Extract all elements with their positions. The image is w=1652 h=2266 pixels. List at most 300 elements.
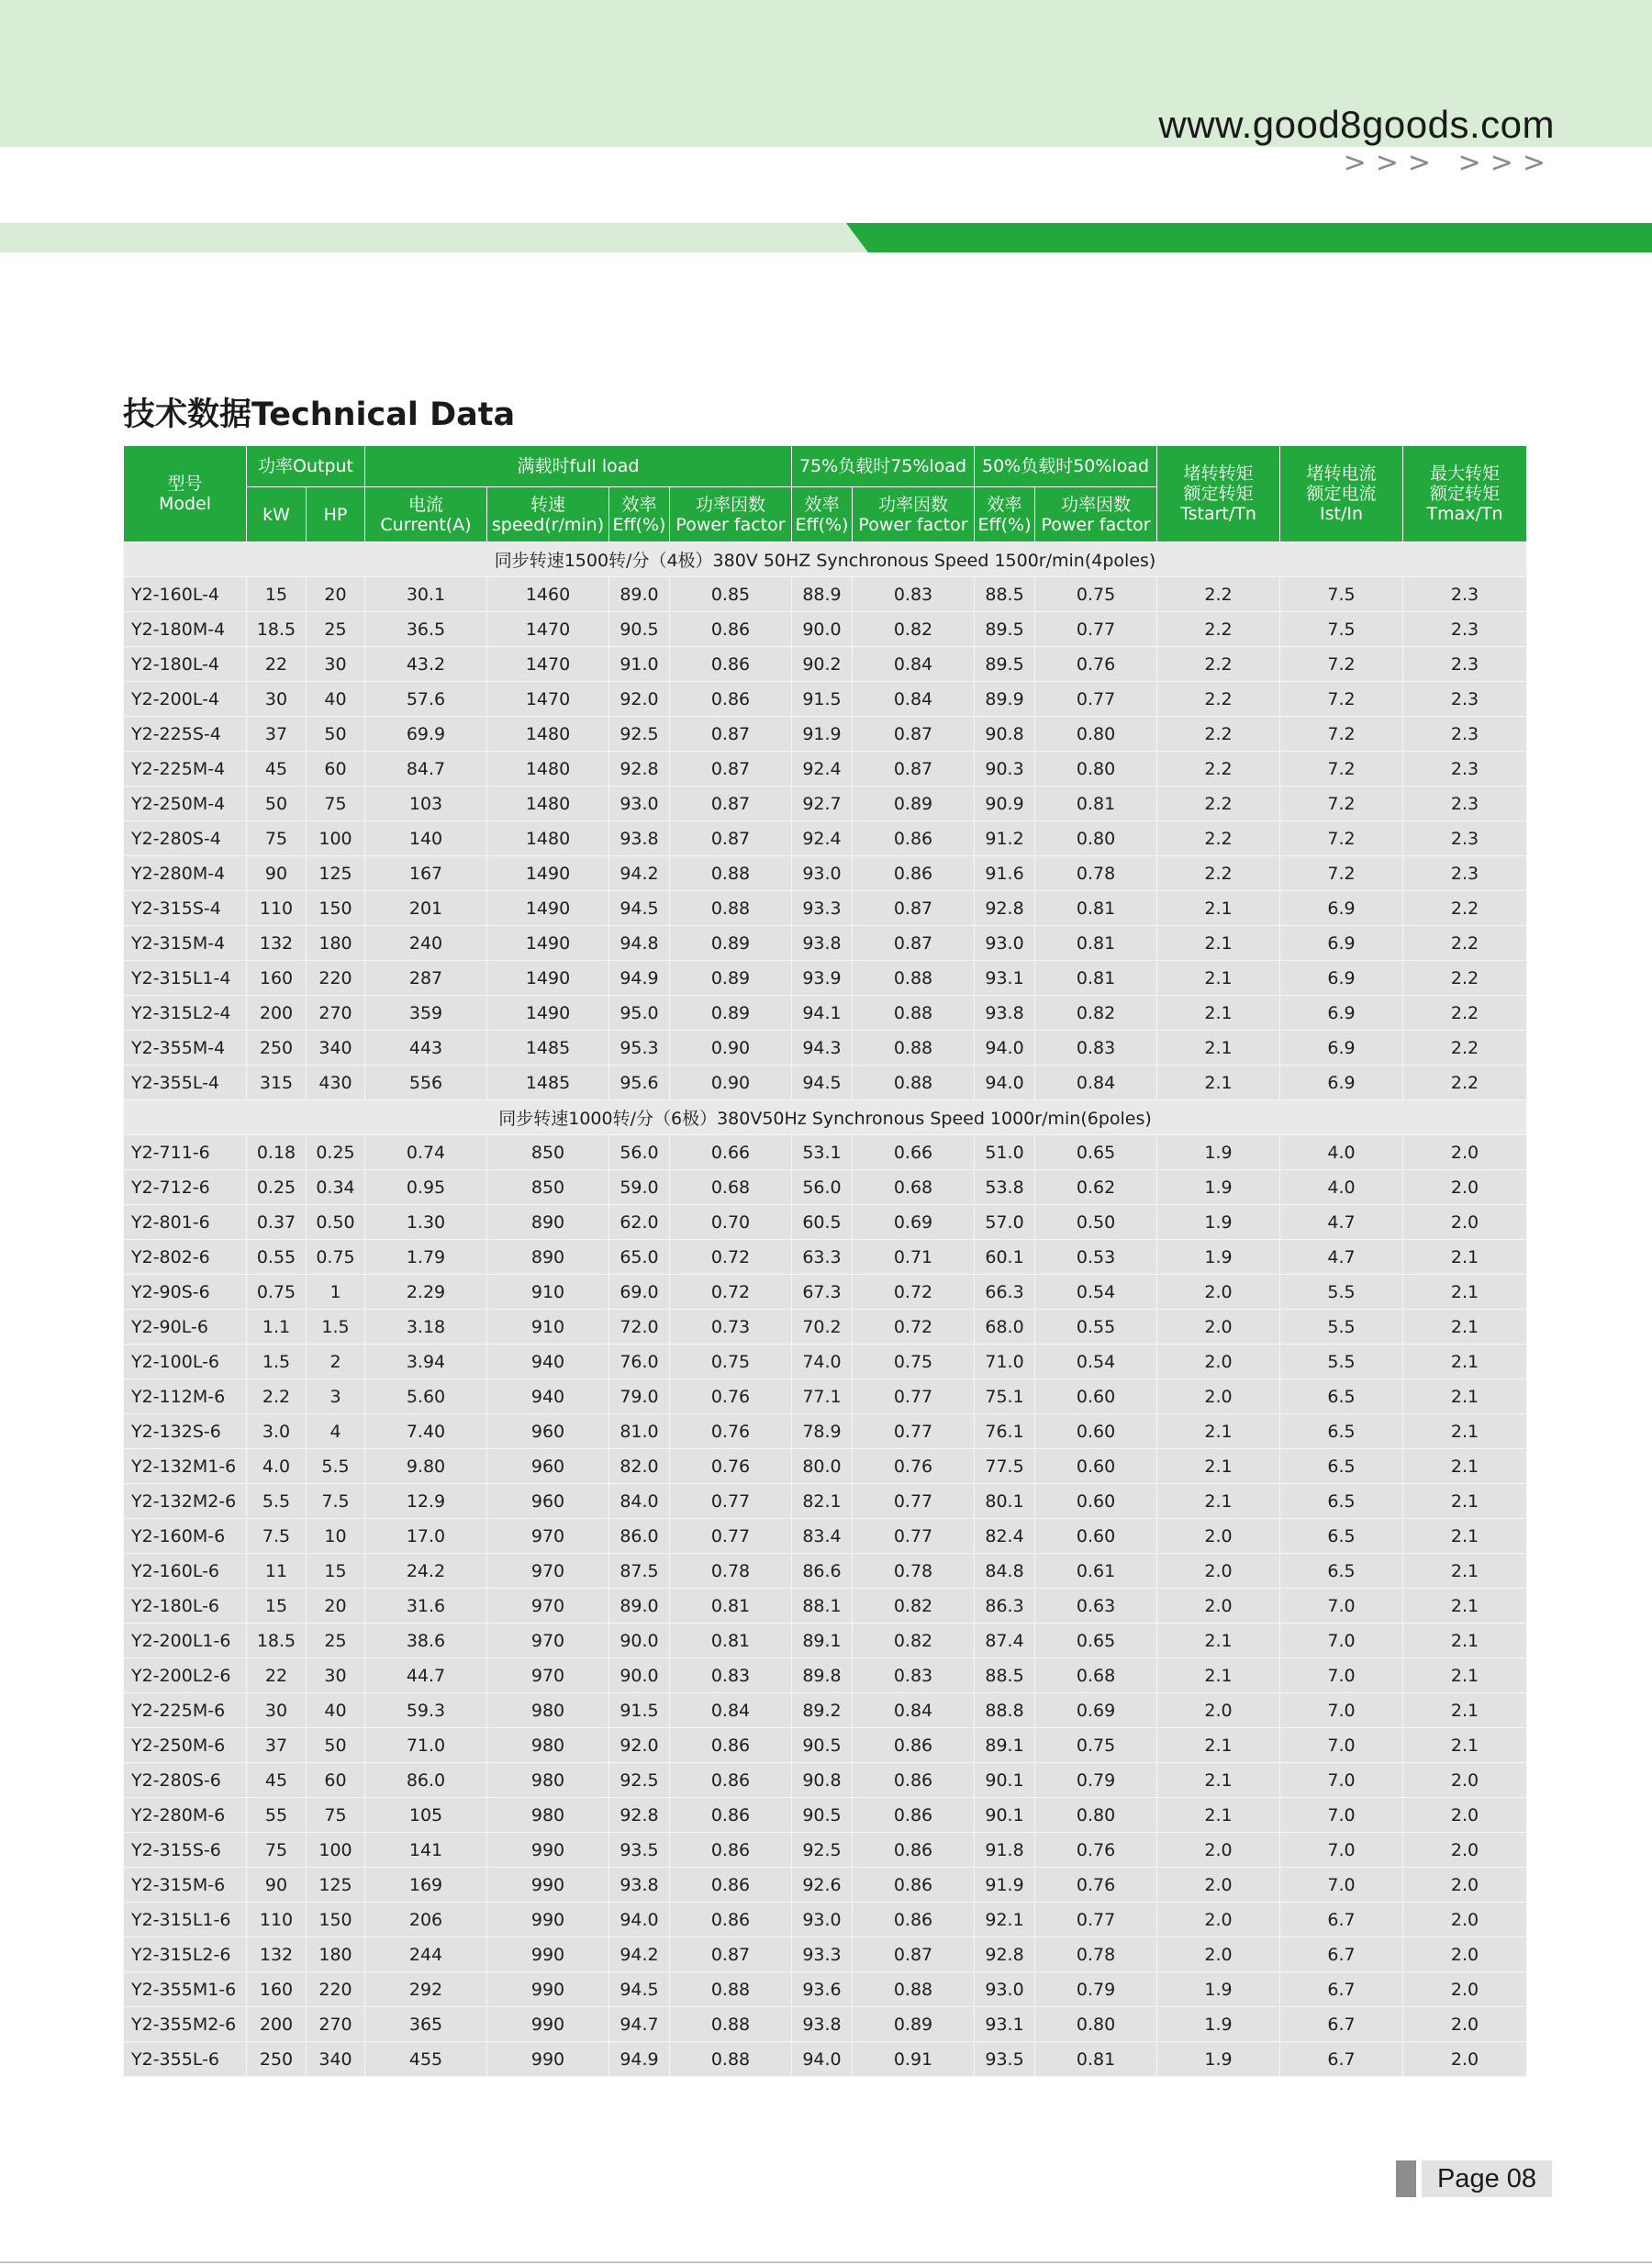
model-cell: Y2-315M-4	[124, 926, 247, 961]
table-cell: 25	[307, 612, 365, 647]
table-cell: 65.0	[609, 1240, 670, 1275]
table-cell: 2.0	[1157, 1379, 1280, 1414]
table-cell: 0.60	[1035, 1484, 1157, 1519]
table-cell: 6.9	[1280, 926, 1403, 961]
table-cell: 0.25	[307, 1135, 365, 1170]
table-cell: 0.82	[853, 1589, 975, 1624]
table-cell: 2.3	[1403, 717, 1527, 752]
table-cell: 92.4	[792, 752, 853, 787]
table-cell: 0.72	[853, 1275, 975, 1310]
table-cell: 89.0	[609, 577, 670, 612]
table-cell: 88.5	[975, 1658, 1035, 1693]
table-cell: 0.87	[670, 787, 792, 821]
header-tmax: 最大转矩 额定转矩 Tmax/Tn	[1403, 446, 1527, 542]
table-cell: 0.81	[670, 1589, 792, 1624]
table-cell: 2.1	[1157, 1763, 1280, 1798]
table-cell: 970	[487, 1624, 609, 1658]
table-cell: 910	[487, 1275, 609, 1310]
table-cell: 90.0	[609, 1658, 670, 1693]
table-cell: 89.1	[975, 1728, 1035, 1763]
table-cell: 77.1	[792, 1379, 853, 1414]
table-cell: 2.1	[1403, 1345, 1527, 1379]
table-cell: 0.72	[853, 1310, 975, 1345]
table-cell: 970	[487, 1589, 609, 1624]
header-speed: 转速 speed(r/min)	[487, 487, 609, 542]
table-cell: 30	[307, 647, 365, 682]
table-cell: 6.9	[1280, 891, 1403, 926]
table-cell: 0.76	[1035, 1868, 1157, 1903]
table-cell: 91.6	[975, 856, 1035, 891]
table-row	[124, 856, 1527, 891]
table-cell: 93.1	[975, 961, 1035, 996]
table-cell: 92.8	[975, 1937, 1035, 1972]
table-cell: 2.2	[1157, 647, 1280, 682]
table-cell: 1485	[487, 1066, 609, 1100]
table-cell: 0.75	[853, 1345, 975, 1379]
table-cell: 1480	[487, 752, 609, 787]
model-cell: Y2-711-6	[124, 1135, 247, 1170]
table-cell: 1490	[487, 856, 609, 891]
table-cell: 75	[307, 1798, 365, 1833]
table-cell: 140	[365, 821, 487, 856]
model-cell: Y2-315L1-4	[124, 961, 247, 996]
table-cell: 292	[365, 1972, 487, 2007]
table-row	[124, 682, 1527, 717]
table-cell: 2.1	[1157, 1798, 1280, 1833]
table-cell: 6.9	[1280, 1066, 1403, 1100]
table-row	[124, 1205, 1527, 1240]
table-cell: 2.1	[1403, 1519, 1527, 1554]
table-cell: 1.9	[1157, 1240, 1280, 1275]
table-cell: 93.3	[792, 891, 853, 926]
table-cell: 5.5	[1280, 1310, 1403, 1345]
table-row	[124, 1484, 1527, 1519]
table-cell: 2.1	[1403, 1589, 1527, 1624]
table-cell: 90	[247, 1868, 307, 1903]
table-row	[124, 1345, 1527, 1379]
table-row	[124, 2042, 1527, 2077]
table-cell: 2.3	[1403, 647, 1527, 682]
table-row	[124, 717, 1527, 752]
table-cell: 556	[365, 1066, 487, 1100]
table-cell: 59.3	[365, 1693, 487, 1728]
table-row	[124, 647, 1527, 682]
table-cell: 95.3	[609, 1031, 670, 1066]
table-cell: 92.5	[609, 717, 670, 752]
table-cell: 93.8	[792, 926, 853, 961]
table-cell: 2.0	[1157, 1903, 1280, 1937]
table-cell: 0.53	[1035, 1240, 1157, 1275]
table-cell: 4.7	[1280, 1240, 1403, 1275]
table-cell: 0.88	[853, 1972, 975, 2007]
table-cell: 2.1	[1403, 1449, 1527, 1484]
table-cell: 60	[307, 1763, 365, 1798]
table-cell: 6.7	[1280, 2007, 1403, 2042]
table-cell: 2.0	[1157, 1519, 1280, 1554]
header-full-load: 满载时full load	[365, 446, 792, 487]
table-cell: 2.1	[1157, 961, 1280, 996]
table-cell: 2.0	[1157, 1693, 1280, 1728]
table-cell: 68.0	[975, 1310, 1035, 1345]
model-cell: Y2-315L2-4	[124, 996, 247, 1031]
header-pf-75: 功率因数 Power factor	[853, 487, 975, 542]
table-cell: 0.79	[1035, 1972, 1157, 2007]
table-cell: 7.5	[1280, 577, 1403, 612]
table-cell: 1490	[487, 891, 609, 926]
table-row	[124, 612, 1527, 647]
table-cell: 0.91	[853, 2042, 975, 2077]
table-cell: 0.80	[1035, 821, 1157, 856]
table-cell: 6.7	[1280, 1937, 1403, 1972]
table-row	[124, 752, 1527, 787]
page-marker	[1396, 2160, 1416, 2197]
table-cell: 9.80	[365, 1449, 487, 1484]
table-cell: 1490	[487, 996, 609, 1031]
table-cell: 910	[487, 1310, 609, 1345]
table-row	[124, 1833, 1527, 1868]
table-cell: 220	[307, 1972, 365, 2007]
table-cell: 2.0	[1403, 1903, 1527, 1937]
model-cell: Y2-315S-6	[124, 1833, 247, 1868]
table-cell: 0.89	[670, 926, 792, 961]
table-cell: 1	[307, 1275, 365, 1310]
table-cell: 84.0	[609, 1484, 670, 1519]
table-cell: 0.72	[670, 1240, 792, 1275]
table-cell: 0.77	[853, 1414, 975, 1449]
table-cell: 0.77	[670, 1519, 792, 1554]
table-cell: 90.8	[792, 1763, 853, 1798]
table-cell: 0.80	[1035, 1798, 1157, 1833]
table-cell: 92.0	[609, 1728, 670, 1763]
table-cell: 0.87	[670, 717, 792, 752]
table-cell: 0.63	[1035, 1589, 1157, 1624]
table-cell: 0.90	[670, 1031, 792, 1066]
table-cell: 92.5	[609, 1763, 670, 1798]
table-cell: 2.0	[1403, 2007, 1527, 2042]
table-cell: 0.76	[1035, 1833, 1157, 1868]
table-cell: 7.5	[307, 1484, 365, 1519]
table-cell: 56.0	[609, 1135, 670, 1170]
model-cell: Y2-200L1-6	[124, 1624, 247, 1658]
table-cell: 2.1	[1403, 1379, 1527, 1414]
header-model: 型号 Model	[124, 446, 247, 542]
table-cell: 30	[247, 1693, 307, 1728]
table-cell: 2.1	[1403, 1624, 1527, 1658]
table-cell: 100	[307, 821, 365, 856]
table-cell: 44.7	[365, 1658, 487, 1693]
table-cell: 50	[307, 717, 365, 752]
table-cell: 0.77	[853, 1484, 975, 1519]
page-indicator	[1396, 2160, 1552, 2197]
table-cell: 3.18	[365, 1310, 487, 1345]
table-cell: 990	[487, 2042, 609, 2077]
table-cell: 0.83	[853, 1658, 975, 1693]
table-cell: 2.0	[1157, 1868, 1280, 1903]
model-cell: Y2-315L2-6	[124, 1937, 247, 1972]
table-cell: 7.2	[1280, 821, 1403, 856]
table-cell: 93.8	[609, 1868, 670, 1903]
table-cell: 6.5	[1280, 1484, 1403, 1519]
table-cell: 0.60	[1035, 1379, 1157, 1414]
model-cell: Y2-802-6	[124, 1240, 247, 1275]
table-cell: 0.66	[670, 1135, 792, 1170]
table-cell: 7.0	[1280, 1833, 1403, 1868]
table-cell: 86.3	[975, 1589, 1035, 1624]
model-cell: Y2-280M-6	[124, 1798, 247, 1833]
model-cell: Y2-160L-6	[124, 1554, 247, 1589]
table-cell: 31.6	[365, 1589, 487, 1624]
table-cell: 0.78	[1035, 1937, 1157, 1972]
table-row	[124, 1135, 1527, 1170]
table-cell: 0.77	[1035, 1903, 1157, 1937]
table-cell: 7.0	[1280, 1868, 1403, 1903]
table-cell: 0.78	[853, 1554, 975, 1589]
model-cell: Y2-132M1-6	[124, 1449, 247, 1484]
table-cell: 0.75	[247, 1275, 307, 1310]
table-cell: 2.1	[1403, 1693, 1527, 1728]
model-cell: Y2-801-6	[124, 1205, 247, 1240]
table-cell: 0.81	[670, 1624, 792, 1658]
table-cell: 340	[307, 2042, 365, 2077]
table-cell: 0.68	[853, 1170, 975, 1205]
table-cell: 72.0	[609, 1310, 670, 1345]
model-cell: Y2-100L-6	[124, 1345, 247, 1379]
table-cell: 92.0	[609, 682, 670, 717]
table-cell: 75.1	[975, 1379, 1035, 1414]
model-cell: Y2-250M-4	[124, 787, 247, 821]
table-row	[124, 1972, 1527, 2007]
table-cell: 0.87	[853, 891, 975, 926]
table-cell: 0.77	[1035, 682, 1157, 717]
table-cell: 57.0	[975, 1205, 1035, 1240]
table-cell: 0.87	[853, 1937, 975, 1972]
table-cell: 220	[307, 961, 365, 996]
table-cell: 93.8	[975, 996, 1035, 1031]
table-cell: 1.9	[1157, 2007, 1280, 2042]
table-cell: 2.2	[1403, 961, 1527, 996]
table-cell: 0.55	[1035, 1310, 1157, 1345]
table-cell: 5.5	[1280, 1275, 1403, 1310]
table-cell: 93.8	[609, 821, 670, 856]
table-row	[124, 1728, 1527, 1763]
table-cell: 0.87	[853, 752, 975, 787]
table-cell: 87.4	[975, 1624, 1035, 1658]
table-cell: 90.5	[609, 612, 670, 647]
table-cell: 0.61	[1035, 1554, 1157, 1589]
table-cell: 0.77	[853, 1519, 975, 1554]
model-cell: Y2-112M-6	[124, 1379, 247, 1414]
model-cell: Y2-315L1-6	[124, 1903, 247, 1937]
table-cell: 92.1	[975, 1903, 1035, 1937]
table-cell: 94.8	[609, 926, 670, 961]
table-cell: 80.1	[975, 1484, 1035, 1519]
table-cell: 6.9	[1280, 996, 1403, 1031]
table-cell: 93.0	[609, 787, 670, 821]
table-cell: 2.29	[365, 1275, 487, 1310]
table-cell: 89.8	[792, 1658, 853, 1693]
table-cell: 36.5	[365, 612, 487, 647]
table-cell: 88.8	[975, 1693, 1035, 1728]
table-cell: 84.8	[975, 1554, 1035, 1589]
table-row	[124, 1868, 1527, 1903]
table-cell: 37	[247, 717, 307, 752]
table-cell: 2.1	[1403, 1658, 1527, 1693]
table-cell: 93.5	[975, 2042, 1035, 2077]
table-cell: 160	[247, 1972, 307, 2007]
table-cell: 6.9	[1280, 961, 1403, 996]
table-row	[124, 821, 1527, 856]
section-row	[124, 1100, 1527, 1135]
table-cell: 20	[307, 1589, 365, 1624]
table-cell: 2.3	[1403, 682, 1527, 717]
table-cell: 7.0	[1280, 1589, 1403, 1624]
table-cell: 0.86	[853, 1868, 975, 1903]
table-cell: 18.5	[247, 1624, 307, 1658]
table-cell: 970	[487, 1658, 609, 1693]
table-cell: 37	[247, 1728, 307, 1763]
model-cell: Y2-180L-6	[124, 1589, 247, 1624]
table-cell: 94.3	[792, 1031, 853, 1066]
table-cell: 70.2	[792, 1310, 853, 1345]
model-cell: Y2-160L-4	[124, 577, 247, 612]
table-cell: 91.5	[792, 682, 853, 717]
header-pf-50: 功率因数 Power factor	[1035, 487, 1157, 542]
table-cell: 0.68	[670, 1170, 792, 1205]
table-cell: 2.3	[1403, 577, 1527, 612]
table-cell: 2.1	[1403, 1240, 1527, 1275]
table-row	[124, 1798, 1527, 1833]
table-cell: 940	[487, 1345, 609, 1379]
model-cell: Y2-315S-4	[124, 891, 247, 926]
table-cell: 20	[307, 577, 365, 612]
table-cell: 94.0	[609, 1903, 670, 1937]
table-cell: 0.88	[670, 1972, 792, 2007]
table-cell: 0.50	[307, 1205, 365, 1240]
table-cell: 2.2	[1403, 926, 1527, 961]
model-cell: Y2-225M-6	[124, 1693, 247, 1728]
technical-data-table	[123, 445, 1527, 2077]
table-cell: 0.87	[670, 821, 792, 856]
table-cell: 0.84	[853, 647, 975, 682]
table-cell: 84.7	[365, 752, 487, 787]
table-cell: 60.5	[792, 1205, 853, 1240]
table-cell: 91.9	[975, 1868, 1035, 1903]
table-cell: 2.2	[1157, 612, 1280, 647]
table-cell: 2.3	[1403, 787, 1527, 821]
table-row	[124, 1379, 1527, 1414]
table-cell: 430	[307, 1066, 365, 1100]
table-cell: 0.87	[670, 752, 792, 787]
table-cell: 2.0	[1157, 1833, 1280, 1868]
model-cell: Y2-712-6	[124, 1170, 247, 1205]
table-cell: 2.0	[1157, 1554, 1280, 1589]
table-cell: 53.1	[792, 1135, 853, 1170]
model-cell: Y2-90S-6	[124, 1275, 247, 1310]
table-cell: 0.84	[1035, 1066, 1157, 1100]
table-cell: 93.6	[792, 1972, 853, 2007]
table-cell: 95.6	[609, 1066, 670, 1100]
table-cell: 2.1	[1157, 1031, 1280, 1066]
table-cell: 94.0	[792, 2042, 853, 2077]
table-cell: 160	[247, 961, 307, 996]
table-cell: 980	[487, 1693, 609, 1728]
table-cell: 0.86	[670, 1728, 792, 1763]
table-cell: 88.9	[792, 577, 853, 612]
table-cell: 90.2	[792, 647, 853, 682]
table-cell: 82.4	[975, 1519, 1035, 1554]
table-cell: 940	[487, 1379, 609, 1414]
table-cell: 0.82	[853, 1624, 975, 1658]
table-cell: 5.5	[307, 1449, 365, 1484]
table-cell: 90.1	[975, 1763, 1035, 1798]
table-cell: 92.5	[792, 1833, 853, 1868]
table-cell: 0.82	[1035, 996, 1157, 1031]
table-cell: 91.2	[975, 821, 1035, 856]
table-cell: 0.69	[1035, 1693, 1157, 1728]
section-row	[124, 542, 1527, 577]
table-cell: 43.2	[365, 647, 487, 682]
table-cell: 2.2	[1403, 891, 1527, 926]
table-cell: 93.0	[975, 926, 1035, 961]
table-cell: 6.5	[1280, 1449, 1403, 1484]
table-cell: 0.37	[247, 1205, 307, 1240]
table-cell: 53.8	[975, 1170, 1035, 1205]
table-cell: 990	[487, 1903, 609, 1937]
table-cell: 30	[247, 682, 307, 717]
table-cell: 0.54	[1035, 1345, 1157, 1379]
table-row	[124, 1903, 1527, 1937]
bottom-divider	[0, 2261, 1652, 2263]
table-cell: 0.84	[853, 682, 975, 717]
table-cell: 3.0	[247, 1414, 307, 1449]
table-cell: 89.5	[975, 612, 1035, 647]
table-cell: 0.55	[247, 1240, 307, 1275]
table-cell: 94.5	[609, 891, 670, 926]
model-cell: Y2-225M-4	[124, 752, 247, 787]
table-cell: 167	[365, 856, 487, 891]
table-cell: 0.76	[853, 1449, 975, 1484]
table-cell: 2.1	[1403, 1310, 1527, 1345]
table-cell: 970	[487, 1554, 609, 1589]
table-cell: 7.40	[365, 1414, 487, 1449]
table-cell: 0.86	[853, 1798, 975, 1833]
table-cell: 0.89	[853, 787, 975, 821]
table-cell: 359	[365, 996, 487, 1031]
table-cell: 2.0	[1403, 1868, 1527, 1903]
table-cell: 51.0	[975, 1135, 1035, 1170]
table-cell: 25	[307, 1624, 365, 1658]
header-ist: 堵转电流 额定电流 Ist/In	[1280, 446, 1403, 542]
table-cell: 1.9	[1157, 1972, 1280, 2007]
website-url[interactable]: www.good8goods.com	[1158, 103, 1555, 146]
table-cell: 365	[365, 2007, 487, 2042]
table-cell: 1460	[487, 577, 609, 612]
model-cell: Y2-355L-6	[124, 2042, 247, 2077]
table-cell: 100	[307, 1833, 365, 1868]
table-cell: 90.0	[609, 1624, 670, 1658]
table-cell: 125	[307, 856, 365, 891]
table-cell: 455	[365, 2042, 487, 2077]
header-output: 功率Output	[247, 446, 365, 487]
model-cell: Y2-250M-6	[124, 1728, 247, 1763]
table-cell: 91.0	[609, 647, 670, 682]
table-row	[124, 1693, 1527, 1728]
table-cell: 990	[487, 1972, 609, 2007]
model-cell: Y2-225S-4	[124, 717, 247, 752]
table-cell: 0.86	[670, 1798, 792, 1833]
table-cell: 90.8	[975, 717, 1035, 752]
table-cell: 82.0	[609, 1449, 670, 1484]
